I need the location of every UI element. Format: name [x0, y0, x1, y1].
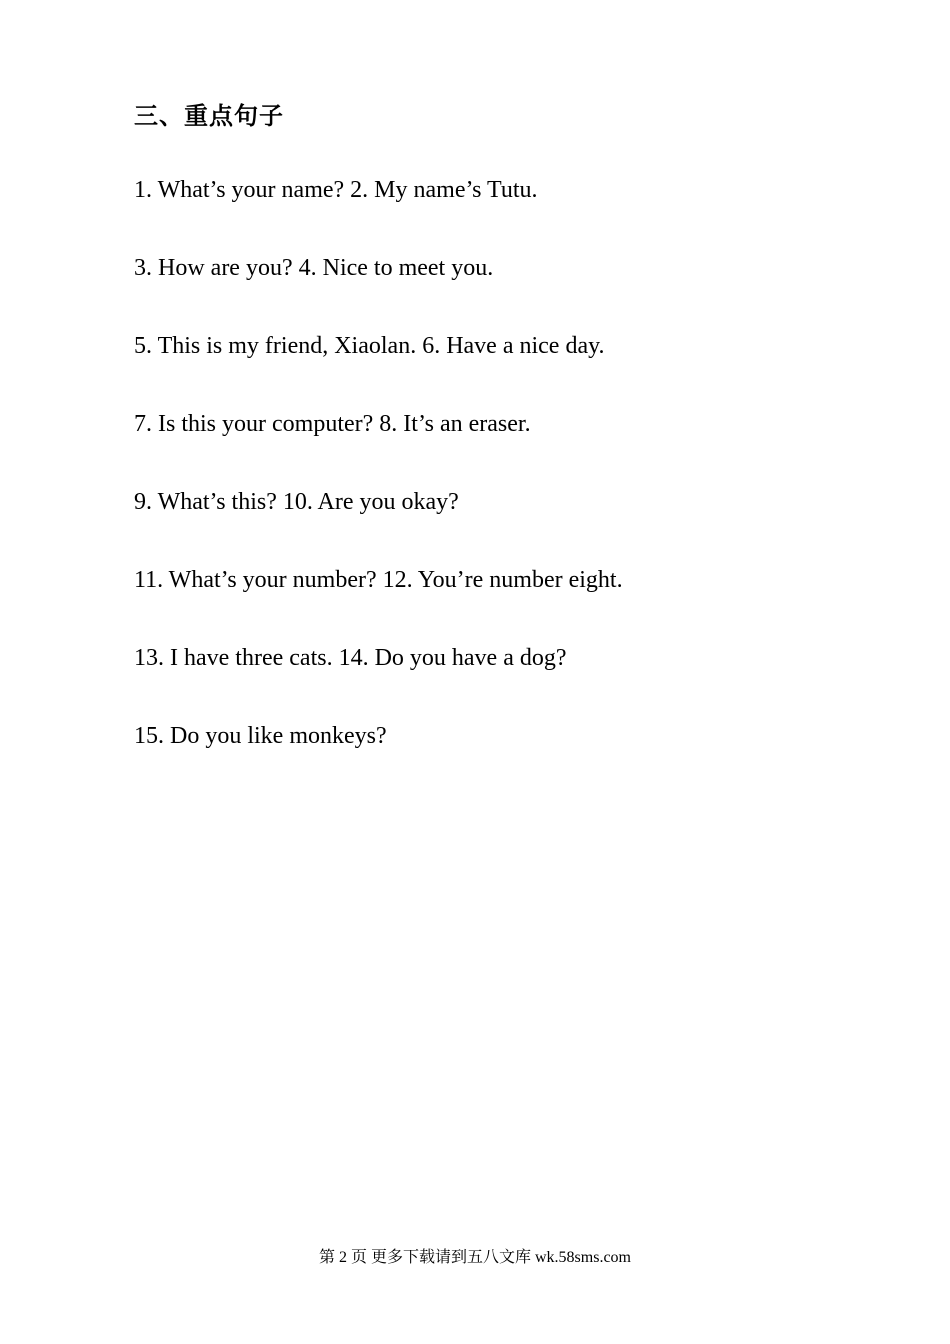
page-footer: 第 2 页 更多下载请到五八文库 wk.58sms.com [318, 1249, 631, 1266]
section-title: 三、重点句子 [134, 102, 284, 130]
sentence-line: 11. What’s your number? 12. You’re number eight. [134, 567, 623, 593]
sentence-line: 15. Do you like monkeys? [134, 723, 387, 749]
sentence-line: 3. How are you? 4. Nice to meet you. [134, 255, 494, 281]
sentence-line: 7. Is this your computer? 8. It’s an eraser. [134, 411, 531, 437]
sentence-line: 9. What’s this? 10. Are you okay? [134, 489, 459, 515]
sentence-line: 5. This is my friend, Xiaolan. 6. Have a nice day. [134, 333, 605, 359]
sentence-line: 1. What’s your name? 2. My name’s Tutu. [134, 177, 538, 203]
key-sentences-list [134, 170, 623, 794]
sentence-line: 13. I have three cats. 14. Do you have a dog? [134, 645, 567, 671]
